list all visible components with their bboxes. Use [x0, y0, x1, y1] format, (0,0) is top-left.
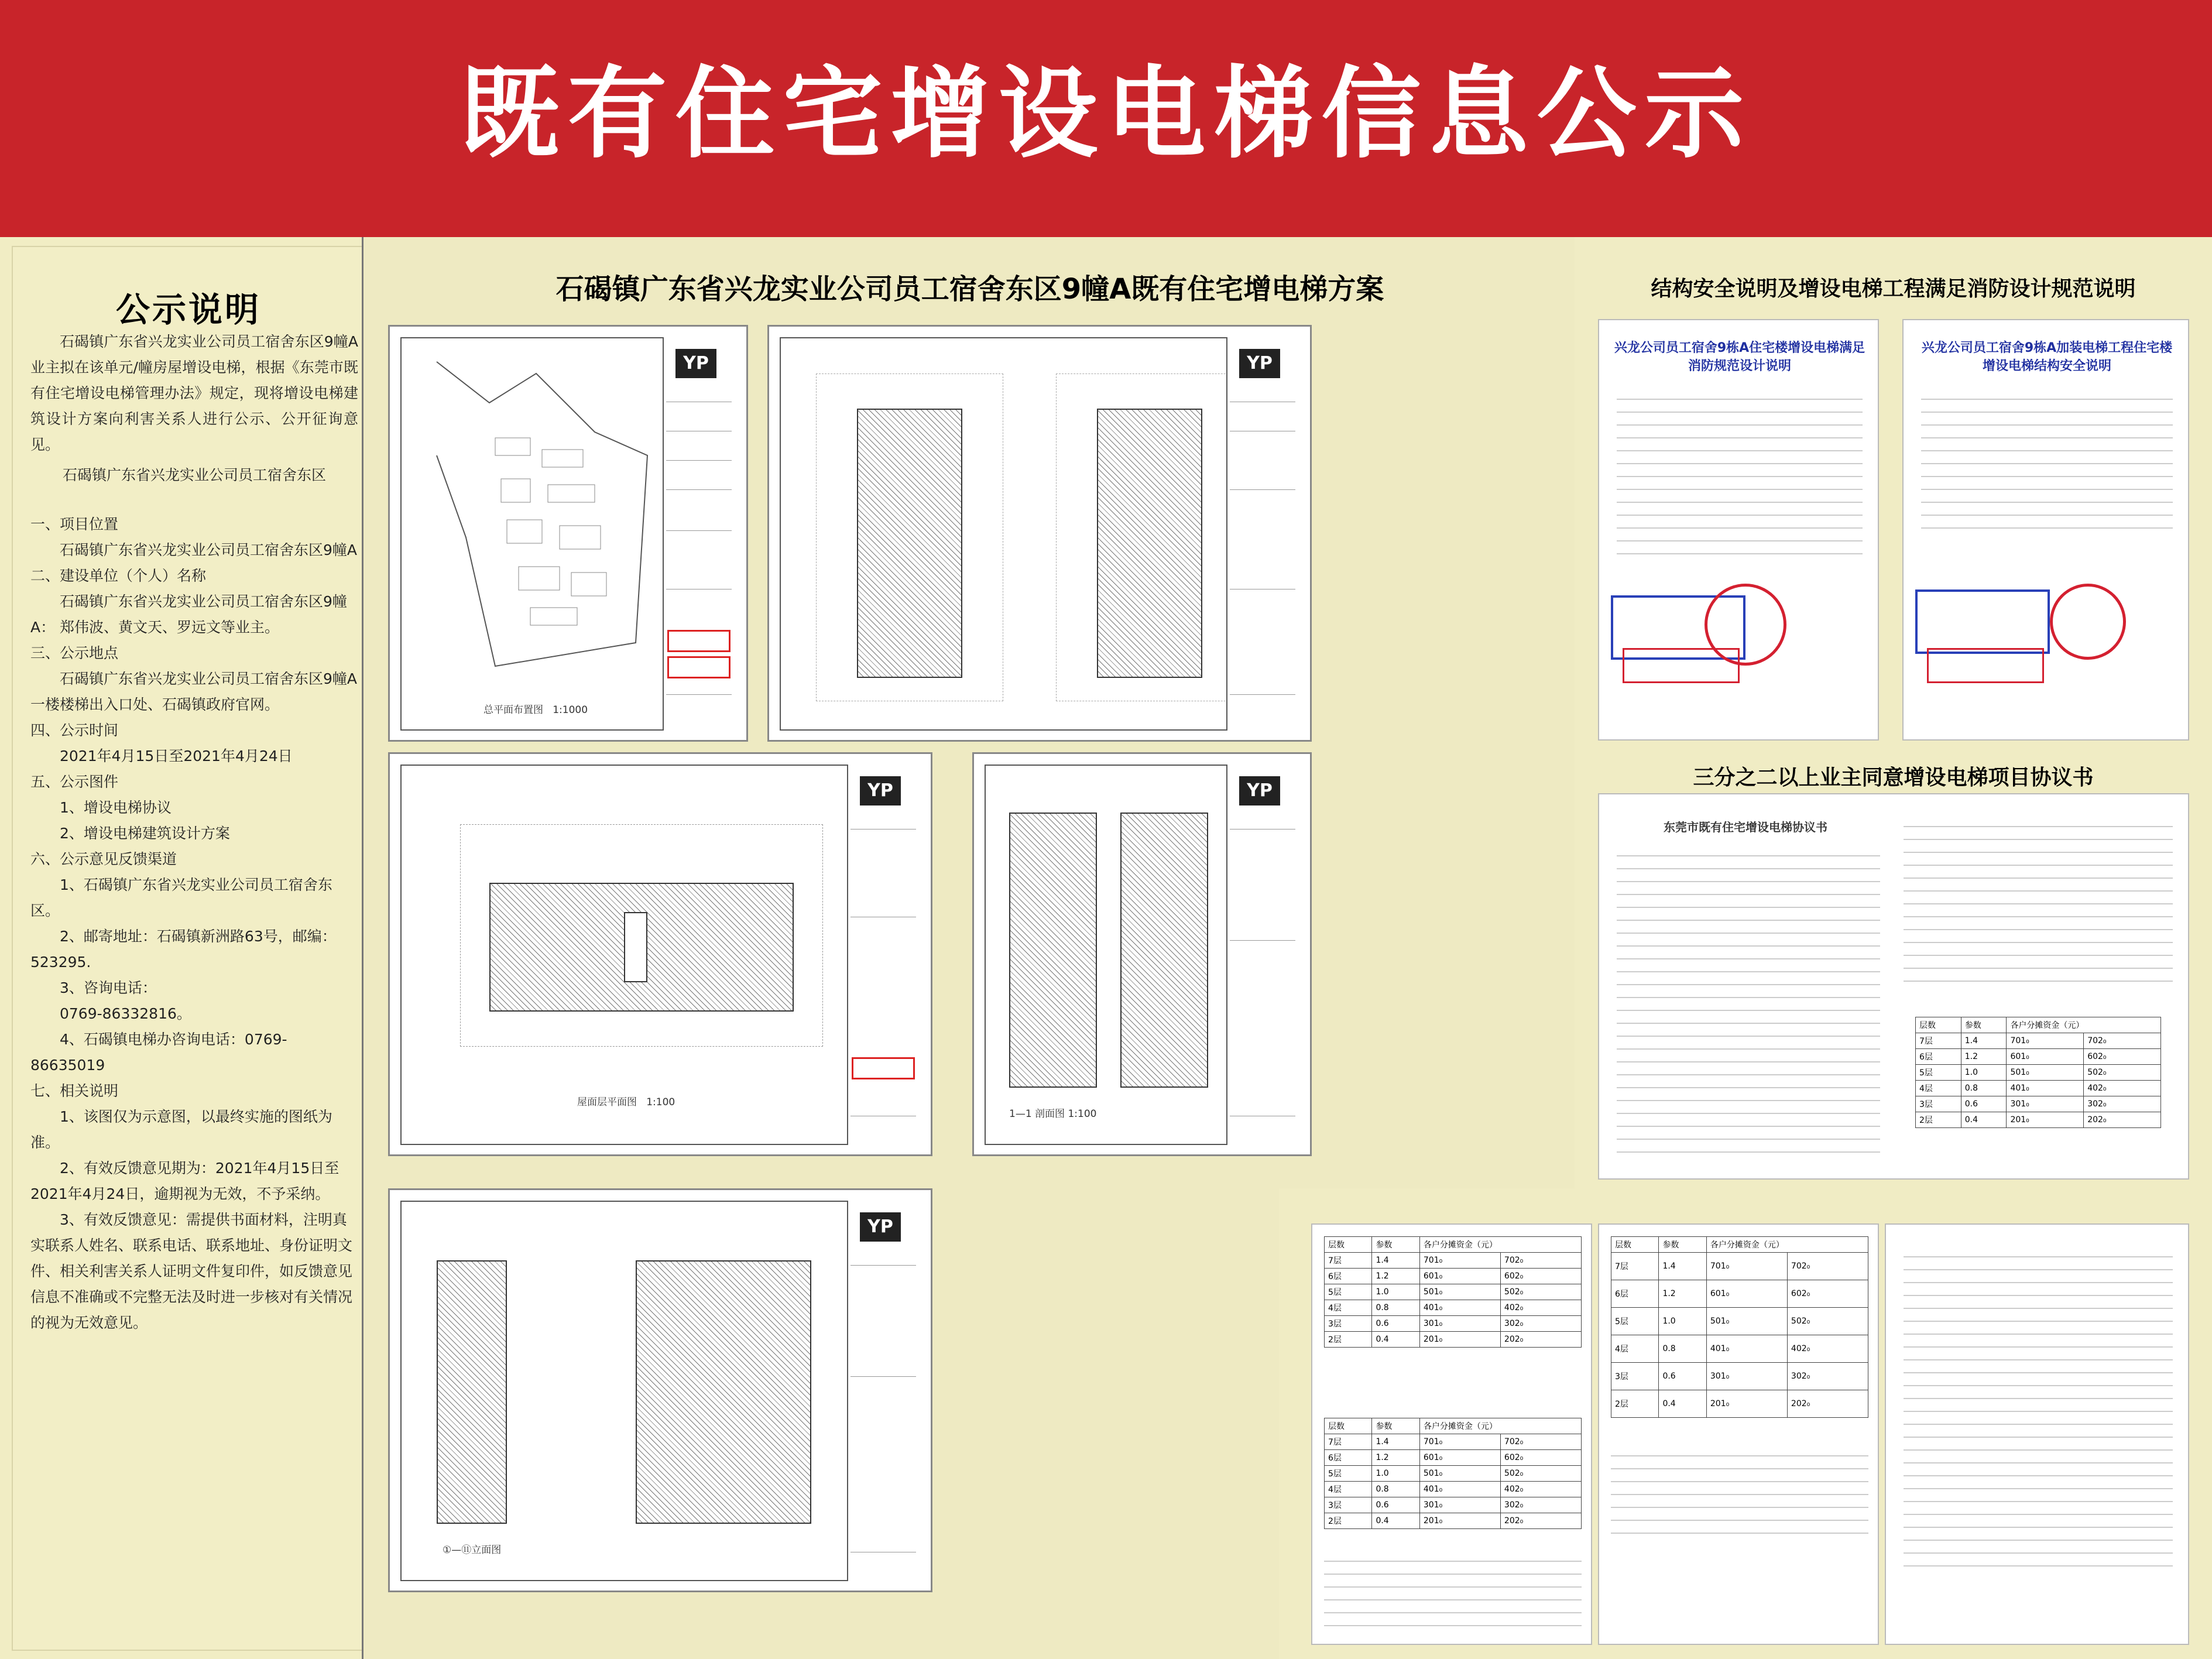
notice-panel [12, 246, 363, 1651]
table-cell: 1.0 [1372, 1466, 1419, 1482]
table-cell: 301₀ [1419, 1316, 1500, 1332]
table-cell: 0.6 [1659, 1363, 1706, 1390]
notice-section-line: 石碣镇广东省兴龙实业公司员工宿舍东区9幢A [60, 541, 358, 558]
agreement-page-3 [1885, 1223, 2189, 1645]
red-stamp [1623, 648, 1740, 683]
table-header-cell: 各户分摊资金（元） [1706, 1237, 1868, 1253]
table-cell: 302₀ [1500, 1316, 1581, 1332]
table-cell: 6层 [1916, 1049, 1961, 1065]
table-cell: 502₀ [1787, 1308, 1868, 1335]
table-cell: 4层 [1325, 1482, 1372, 1497]
notice-body [30, 329, 358, 1336]
table-cell: 601₀ [1419, 1269, 1500, 1284]
table-row [1611, 1363, 1868, 1390]
table-cell: 302₀ [1787, 1363, 1868, 1390]
table-row [1325, 1316, 1582, 1332]
document-title: 兴龙公司员工宿舍9栋A加装电梯工程住宅楼增设电梯结构安全说明 [1921, 341, 2173, 373]
table-cell: 5层 [1325, 1284, 1372, 1300]
sheet-caption: 屋面层平面图 1:100 [577, 1096, 675, 1108]
notice-section-heading: 七、相关说明 [30, 1082, 119, 1099]
table-cell: 501₀ [1419, 1284, 1500, 1300]
table-cell: 302₀ [2084, 1096, 2161, 1112]
document-text [1921, 390, 2173, 537]
table-cell: 0.4 [1372, 1332, 1419, 1348]
table-cell: 602₀ [1500, 1269, 1581, 1284]
notice-sections [30, 512, 358, 1336]
table-header-cell: 各户分摊资金（元） [1419, 1418, 1581, 1434]
table-row [1325, 1253, 1582, 1269]
table-cell: 202₀ [1500, 1513, 1581, 1529]
table-cell: 0.4 [1659, 1390, 1706, 1418]
notice-section-line: 2021年4月15日至2021年4月24日 [60, 748, 293, 765]
notice-section-line: 3、有效反馈意见：需提供书面材料，注明真实联系人姓名、联系电话、联系地址、身份证明文件、相关利害关系人证明文件复印件，如反馈意见信息不准确或不完整无法及时进一步核对有关情况的视为无效意见。 [30, 1211, 353, 1331]
approval-stamp [852, 1057, 915, 1079]
table-cell: 601₀ [1419, 1450, 1500, 1466]
table-cell: 401₀ [1706, 1335, 1787, 1363]
table-cell: 602₀ [1787, 1280, 1868, 1308]
table-cell: 201₀ [1419, 1332, 1500, 1348]
agreement-text-right [1904, 818, 2173, 993]
red-stamp [1927, 648, 2044, 683]
table-cell: 0.6 [1961, 1096, 2007, 1112]
agreement-text [1904, 1248, 2173, 1576]
firm-logo: YP [860, 1212, 901, 1242]
table-cell: 1.0 [1372, 1284, 1419, 1300]
table-row [1611, 1253, 1868, 1280]
agreement-text-left [1617, 847, 1880, 1163]
table-cell: 0.8 [1659, 1335, 1706, 1363]
table-cell: 1.2 [1372, 1450, 1419, 1466]
table-row [1916, 1081, 2161, 1096]
table-cell: 5层 [1916, 1065, 1961, 1081]
notice-intro: 石碣镇广东省兴龙实业公司员工宿舍东区9幢A业主拟在该单元/幢房屋增设电梯，根据《东莞市既有住宅增设电梯管理办法》规定，现将增设电梯建筑设计方案向利害关系人进行公示、公开征询意见。 [30, 333, 358, 453]
table-header-row [1325, 1418, 1582, 1434]
table-row [1325, 1497, 1582, 1513]
site-plan-graphic [402, 338, 663, 690]
table-cell: 1.4 [1961, 1033, 2007, 1049]
table-row [1611, 1335, 1868, 1363]
table-header-cell: 层数 [1611, 1237, 1659, 1253]
firm-logo: YP [1239, 776, 1280, 805]
table-cell: 701₀ [1419, 1253, 1500, 1269]
table-row [1916, 1033, 2161, 1049]
blue-seal [1915, 589, 2050, 654]
table-header-row [1611, 1237, 1868, 1253]
table-row [1325, 1332, 1582, 1348]
table-row [1325, 1466, 1582, 1482]
notice-title: 公示说明 [115, 290, 261, 330]
drawing-frame [780, 337, 1227, 731]
table-cell: 202₀ [1787, 1390, 1868, 1418]
notice-section-heading: 一、项目位置 [30, 516, 119, 533]
document-text [1617, 390, 1863, 566]
table-row [1325, 1269, 1582, 1284]
notice-section-line: 2、邮寄地址：石碣镇新洲路63号，邮编：523295. [30, 928, 337, 971]
cost-share-table [1915, 1017, 2161, 1128]
table-cell: 3层 [1325, 1497, 1372, 1513]
table-cell: 202₀ [2084, 1112, 2161, 1128]
table-row [1916, 1065, 2161, 1081]
table-cell: 2层 [1325, 1332, 1372, 1348]
title-block [847, 1201, 920, 1581]
notice-section-heading: 五、公示图件 [30, 773, 119, 790]
agreement-page-1 [1311, 1223, 1592, 1645]
table-cell: 501₀ [2007, 1065, 2084, 1081]
firm-logo: YP [675, 349, 716, 378]
table-cell: 3层 [1916, 1096, 1961, 1112]
table-cell: 502₀ [1500, 1466, 1581, 1482]
agreement-doc-title: 东莞市既有住宅增设电梯协议书 [1664, 820, 1827, 834]
table-header-cell: 各户分摊资金（元） [2007, 1017, 2161, 1033]
notice-section-line: 石碣镇广东省兴龙实业公司员工宿舍东区9幢A一楼楼梯出入口处、石碣镇政府官网。 [30, 670, 358, 713]
table-cell: 4层 [1325, 1300, 1372, 1316]
table-header-cell: 各户分摊资金（元） [1419, 1237, 1581, 1253]
table-cell: 402₀ [1500, 1482, 1581, 1497]
table-cell: 701₀ [2007, 1033, 2084, 1049]
table-cell: 7层 [1611, 1253, 1659, 1280]
agreement-document [1598, 793, 2189, 1180]
page-title: 既有住宅增设电梯信息公示 [459, 56, 1753, 172]
owner-signature-table [1611, 1236, 1868, 1418]
table-cell: 602₀ [1500, 1450, 1581, 1466]
table-header-cell: 参数 [1372, 1418, 1419, 1434]
fire-safety-document [1598, 319, 1879, 741]
table-cell: 7层 [1916, 1033, 1961, 1049]
section-graphic-1 [1009, 813, 1097, 1088]
notice-section-line: 2、增设电梯建筑设计方案 [60, 825, 230, 842]
table-cell: 1.4 [1659, 1253, 1706, 1280]
drawing-sheet-elevation [388, 1188, 932, 1592]
table-row [1325, 1450, 1582, 1466]
table-cell: 0.8 [1961, 1081, 2007, 1096]
table-cell: 1.4 [1372, 1253, 1419, 1269]
notice-section-heading: 三、公示地点 [30, 645, 119, 661]
table-cell: 601₀ [2007, 1049, 2084, 1065]
table-cell: 3层 [1325, 1316, 1372, 1332]
table-row [1611, 1280, 1868, 1308]
table-row [1916, 1096, 2161, 1112]
document-title: 兴龙公司员工宿舍9栋A住宅楼增设电梯满足消防规范设计说明 [1614, 341, 1865, 373]
table-cell: 5层 [1325, 1466, 1372, 1482]
table-cell: 601₀ [1706, 1280, 1787, 1308]
drawing-sheet-site-plan [388, 325, 748, 742]
table-header-cell: 参数 [1659, 1237, 1706, 1253]
table-row [1325, 1513, 1582, 1529]
notice-section-line: 1、该图仅为示意图，以最终实施的图纸为准。 [30, 1108, 332, 1151]
notice-section-line: 1、石碣镇广东省兴龙实业公司员工宿舍东区。 [30, 876, 332, 919]
table-cell: 401₀ [1419, 1300, 1500, 1316]
table-cell: 501₀ [1706, 1308, 1787, 1335]
table-row [1325, 1482, 1582, 1497]
drawing-frame [400, 765, 848, 1145]
agreement-text [1611, 1447, 1868, 1541]
sheet-caption: 1—1 剖面图 1:100 [1009, 1108, 1097, 1120]
table-header-cell: 层数 [1916, 1017, 1961, 1033]
table-cell: 1.2 [1659, 1280, 1706, 1308]
table-cell: 1.2 [1372, 1269, 1419, 1284]
table-cell: 702₀ [2084, 1033, 2161, 1049]
table-cell: 0.6 [1372, 1316, 1419, 1332]
table-header-row [1325, 1237, 1582, 1253]
table-header-cell: 层数 [1325, 1418, 1372, 1434]
table-cell: 702₀ [1787, 1253, 1868, 1280]
approval-stamp [667, 656, 731, 678]
table-cell: 502₀ [1500, 1284, 1581, 1300]
drawings-title: 石碣镇广东省兴龙实业公司员工宿舍东区9幢A既有住宅增电梯方案 [555, 273, 1384, 306]
table-cell: 401₀ [2007, 1081, 2084, 1096]
table-row [1916, 1049, 2161, 1065]
table-cell: 6层 [1325, 1450, 1372, 1466]
table-row [1611, 1390, 1868, 1418]
drawing-sheet-section [972, 752, 1312, 1156]
table-cell: 4层 [1611, 1335, 1659, 1363]
table-cell: 0.4 [1961, 1112, 2007, 1128]
drawing-sheet-roof-plan [388, 752, 932, 1156]
drawing-frame [400, 1201, 848, 1581]
firm-logo: YP [1239, 349, 1280, 378]
table-cell: 3层 [1611, 1363, 1659, 1390]
elevation-graphic-1 [437, 1260, 507, 1524]
structural-docs-panel [1575, 237, 2212, 1188]
table-header-row [1916, 1017, 2161, 1033]
table-cell: 1.2 [1961, 1049, 2007, 1065]
table-cell: 7层 [1325, 1434, 1372, 1450]
title-block [1226, 765, 1299, 1145]
sheet-caption: 总平面布置图 1:1000 [483, 704, 588, 716]
table-header-cell: 层数 [1325, 1237, 1372, 1253]
title-block [847, 765, 920, 1145]
notice-section-heading: 四、公示时间 [30, 722, 119, 739]
table-row [1611, 1308, 1868, 1335]
table-row [1916, 1112, 2161, 1128]
table-cell: 7层 [1325, 1253, 1372, 1269]
cost-share-table [1324, 1236, 1582, 1348]
notice-section-line: 1、增设电梯协议 [60, 799, 172, 816]
table-cell: 401₀ [1419, 1482, 1500, 1497]
notice-section-line: 3、咨询电话： [60, 979, 157, 996]
structural-safety-document [1902, 319, 2189, 741]
table-cell: 2层 [1611, 1390, 1659, 1418]
table-cell: 202₀ [1500, 1332, 1581, 1348]
title-block [1226, 337, 1299, 731]
agreement-text [1324, 1552, 1582, 1634]
sheet-caption: ①—⑪立面图 [443, 1544, 502, 1556]
agreement-title: 三分之二以上业主同意增设电梯项目协议书 [1693, 766, 2094, 790]
table-header-cell: 参数 [1961, 1017, 2007, 1033]
table-cell: 201₀ [1419, 1513, 1500, 1529]
agreement-page-signatures [1598, 1223, 1879, 1645]
approval-stamp [667, 630, 731, 652]
table-cell: 702₀ [1500, 1253, 1581, 1269]
table-cell: 1.0 [1659, 1308, 1706, 1335]
table-cell: 1.4 [1372, 1434, 1419, 1450]
table-cell: 301₀ [1706, 1363, 1787, 1390]
table-cell: 702₀ [1500, 1434, 1581, 1450]
table-header-cell: 参数 [1372, 1237, 1419, 1253]
table-cell: 4层 [1916, 1081, 1961, 1096]
drawing-frame [985, 765, 1227, 1145]
section-graphic-2 [1120, 813, 1208, 1088]
notice-section-line: 2、有效反馈意见期为：2021年4月15日至2021年4月24日，逾期视为无效，不予采纳。 [30, 1160, 339, 1202]
table-cell: 0.8 [1372, 1482, 1419, 1497]
table-cell: 0.6 [1372, 1497, 1419, 1513]
table-cell: 501₀ [1419, 1466, 1500, 1482]
structural-docs-title: 结构安全说明及增设电梯工程满足消防设计规范说明 [1651, 277, 2136, 301]
table-cell: 5层 [1611, 1308, 1659, 1335]
firm-logo: YP [860, 776, 901, 805]
notice-section-line: 4、石碣镇电梯办咨询电话：0769-86635019 [30, 1031, 287, 1074]
table-cell: 0.8 [1372, 1300, 1419, 1316]
drawing-sheet-floor-plan [767, 325, 1312, 742]
table-cell: 0.4 [1372, 1513, 1419, 1529]
red-seal [2050, 584, 2126, 660]
table-cell: 6层 [1325, 1269, 1372, 1284]
table-cell: 201₀ [2007, 1112, 2084, 1128]
agreement-pages-panel [1279, 1188, 2212, 1659]
notice-section-line: 0769-86332816。 [60, 1005, 191, 1022]
notice-section-heading: 二、建设单位（个人）名称 [30, 567, 207, 584]
notice-section-line: 石碣镇广东省兴龙实业公司员工宿舍东区9幢A： 郑伟波、黄文天、罗远文等业主。 [30, 593, 347, 636]
notice-signer: 石碣镇广东省兴龙实业公司员工宿舍东区 [62, 467, 326, 484]
table-cell: 602₀ [2084, 1049, 2161, 1065]
table-cell: 1.0 [1961, 1065, 2007, 1081]
table-row [1325, 1284, 1582, 1300]
table-cell: 201₀ [1706, 1390, 1787, 1418]
table-cell: 301₀ [1419, 1497, 1500, 1513]
table-cell: 701₀ [1419, 1434, 1500, 1450]
title-block [663, 337, 736, 731]
table-cell: 701₀ [1706, 1253, 1787, 1280]
table-cell: 2层 [1325, 1513, 1372, 1529]
table-row [1325, 1434, 1582, 1450]
table-cell: 302₀ [1500, 1497, 1581, 1513]
cost-share-table [1324, 1418, 1582, 1529]
table-cell: 6层 [1611, 1280, 1659, 1308]
drawing-frame [400, 337, 664, 731]
elevation-graphic-2 [636, 1260, 811, 1524]
table-cell: 402₀ [2084, 1081, 2161, 1096]
notice-section-heading: 六、公示意见反馈渠道 [30, 851, 177, 868]
table-cell: 402₀ [1787, 1335, 1868, 1363]
table-row [1325, 1300, 1582, 1316]
table-cell: 301₀ [2007, 1096, 2084, 1112]
table-cell: 502₀ [2084, 1065, 2161, 1081]
table-cell: 402₀ [1500, 1300, 1581, 1316]
table-cell: 2层 [1916, 1112, 1961, 1128]
